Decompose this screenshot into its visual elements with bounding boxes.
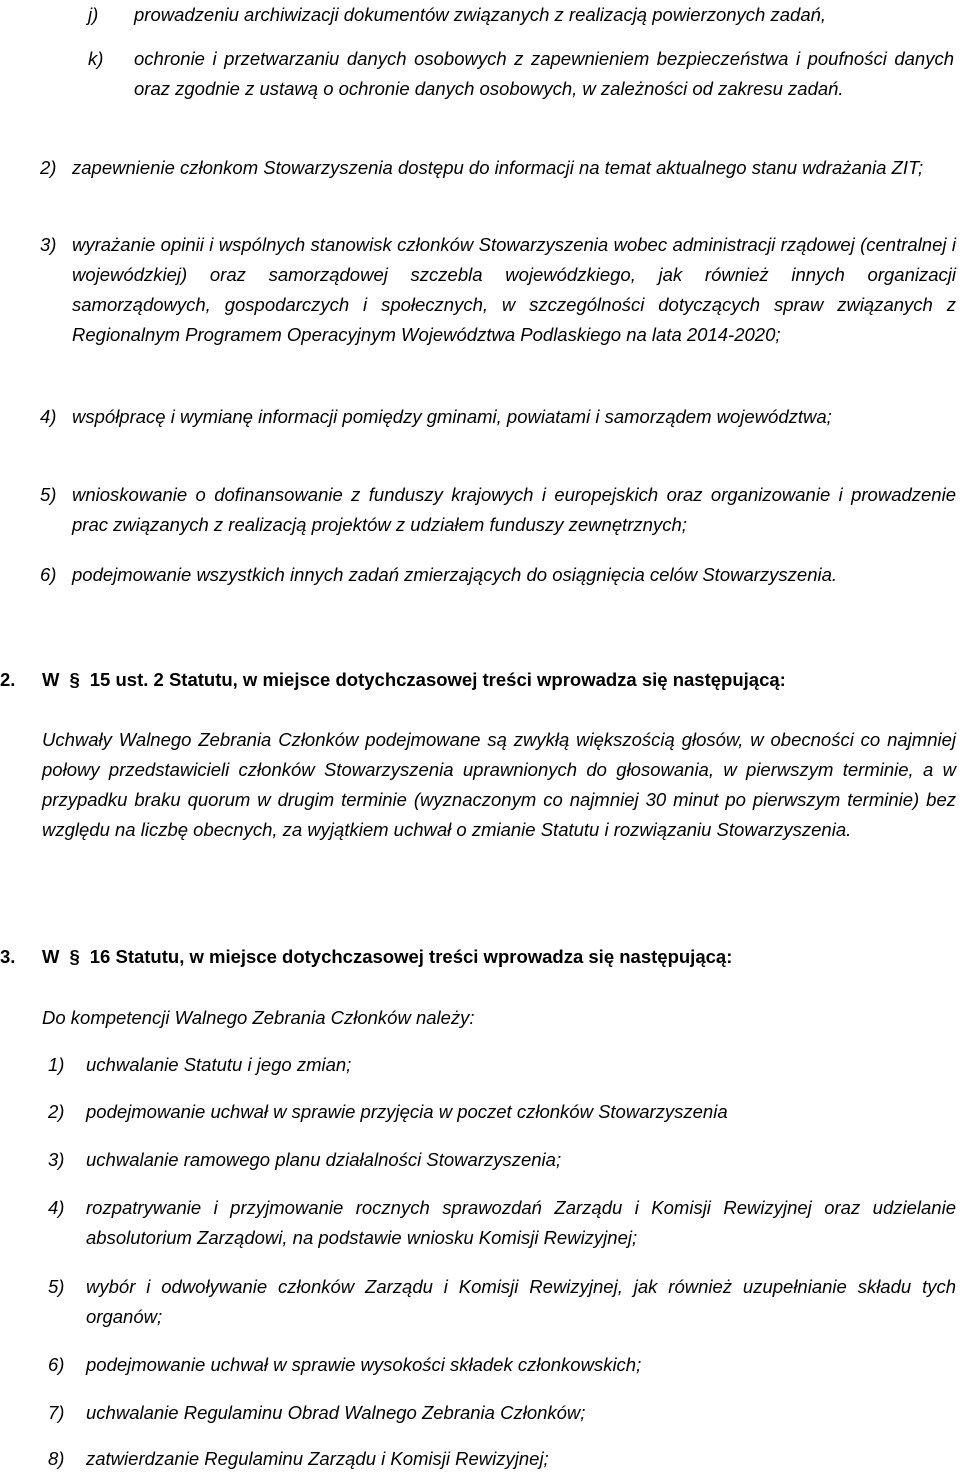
section-number: 2. — [0, 669, 16, 690]
list-item-label: 5) — [48, 1276, 65, 1297]
list-item-text: podejmowanie uchwał w sprawie przyjęcia w poczet członków Stowarzyszenia — [86, 1101, 728, 1122]
section-w: W — [42, 669, 60, 690]
competence-item-2 — [48, 1097, 956, 1127]
list-item-text: zapewnienie członkom Stowarzyszenia dostępu do informacji na temat aktualnego stanu wdrażania ZIT; — [72, 157, 924, 178]
list-item-label: 1) — [48, 1054, 65, 1075]
section-heading-text: 16 Statutu, w miejsce dotychczasowej treści wprowadza się następującą: — [89, 946, 733, 967]
list-item-text: podejmowanie uchwał w sprawie wysokości składek członkowskich; — [86, 1354, 642, 1375]
paragraph-sign: § — [69, 946, 80, 967]
list-item-text: wybór i odwoływanie członków Zarządu i Komisji Rewizyjnej, jak również uzupełnianie składu tych organów; — [86, 1276, 956, 1327]
list-item-label: k) — [88, 48, 104, 69]
section-3-intro: Do kompetencji Walnego Zebrania Członków należy: — [42, 1007, 475, 1028]
section-2-body: Uchwały Walnego Zebrania Członków podejmowane są zwykłą większością głosów, w obecności co najmniej połowy przedstawicieli członków Stowarzyszenia uprawnionych do głosowania, w pierwszym terminie, a w przypadku braku quorum w drugim terminie (wyznaczonym co najmniej 30 minut po pierwszym terminie) bez względu na liczbę obecnych, za wyjątkiem uchwał o zmianie Statutu i rozwiązaniu Stowarzyszenia. — [42, 729, 956, 840]
list-item-text: zatwierdzanie Regulaminu Zarządu i Komisji Rewizyjnej; — [86, 1448, 549, 1469]
list-item-text: ochronie i przetwarzaniu danych osobowych z zapewnieniem bezpieczeństwa i poufności danych oraz zgodnie z ustawą o ochronie danych osobowych, w zależności od zakresu zadań. — [134, 48, 954, 99]
list-item-label: 5) — [40, 484, 57, 505]
list-item-text: uchwalanie Statutu i jego zmian; — [86, 1054, 352, 1075]
list-item-text: wnioskowanie o dofinansowanie z funduszy krajowych i europejskich oraz organizowanie i prowadzenie prac związanych z realizacją projektów z udziałem funduszy zewnętrznych; — [72, 484, 956, 535]
list-item-text: rozpatrywanie i przyjmowanie rocznych sprawozdań Zarządu i Komisji Rewizyjnej oraz udzielanie absolutorium Zarządowi, na podstawie wniosku Komisji Rewizyjnej; — [86, 1197, 956, 1248]
section-number: 3. — [0, 946, 16, 967]
list-item-text: współpracę i wymianę informacji pomiędzy gminami, powiatami i samorządem województwa; — [72, 406, 832, 427]
list-item-text: uchwalanie ramowego planu działalności Stowarzyszenia; — [86, 1149, 562, 1170]
list-item-label: 6) — [40, 564, 57, 585]
section-2-heading — [0, 665, 956, 695]
competence-item-6 — [48, 1350, 956, 1380]
section-w: W — [42, 946, 60, 967]
list-item-2 — [40, 153, 956, 183]
list-item-text: podejmowanie wszystkich innych zadań zmierzających do osiągnięcia celów Stowarzyszenia. — [72, 564, 838, 585]
competence-item-1 — [48, 1050, 956, 1080]
competence-item-3 — [48, 1145, 956, 1175]
list-item-label: 2) — [40, 157, 57, 178]
list-item-j — [88, 0, 954, 30]
list-item-label: 8) — [48, 1448, 65, 1469]
list-item-label: j) — [88, 4, 99, 25]
competence-item-4 — [48, 1193, 956, 1253]
list-item-label: 4) — [40, 406, 57, 427]
competence-item-8 — [48, 1444, 956, 1474]
list-item-label: 2) — [48, 1101, 65, 1122]
list-item-3 — [40, 230, 956, 350]
list-item-label: 7) — [48, 1402, 65, 1423]
list-item-text: uchwalanie Regulaminu Obrad Walnego Zebrania Członków; — [86, 1402, 586, 1423]
list-item-6 — [40, 560, 956, 590]
list-item-label: 3) — [40, 234, 57, 255]
competence-item-5 — [48, 1272, 956, 1332]
list-item-label: 4) — [48, 1197, 65, 1218]
list-item-label: 6) — [48, 1354, 65, 1375]
list-item-text: wyrażanie opinii i wspólnych stanowisk członków Stowarzyszenia wobec administracji rządowej (centralnej i wojewódzkiej) oraz samorządowej szczebla wojewódzkiego, jak również innych organizacji samorządowych, gospodarczych i społecznych, w szczególności dotyczących spraw związanych z Regionalnym Programem Operacyjnym Województwa Podlaskiego na lata 2014-2020; — [72, 234, 956, 345]
competence-item-7 — [48, 1398, 956, 1428]
list-item-5 — [40, 480, 956, 540]
list-item-label: 3) — [48, 1149, 65, 1170]
list-item-4 — [40, 402, 956, 432]
list-item-text: prowadzeniu archiwizacji dokumentów związanych z realizacją powierzonych zadań, — [134, 4, 827, 25]
section-3-heading — [0, 942, 956, 972]
section-heading-text: 15 ust. 2 Statutu, w miejsce dotychczasowej treści wprowadza się następującą: — [89, 669, 786, 690]
list-item-k — [88, 44, 954, 104]
paragraph-sign: § — [69, 669, 80, 690]
